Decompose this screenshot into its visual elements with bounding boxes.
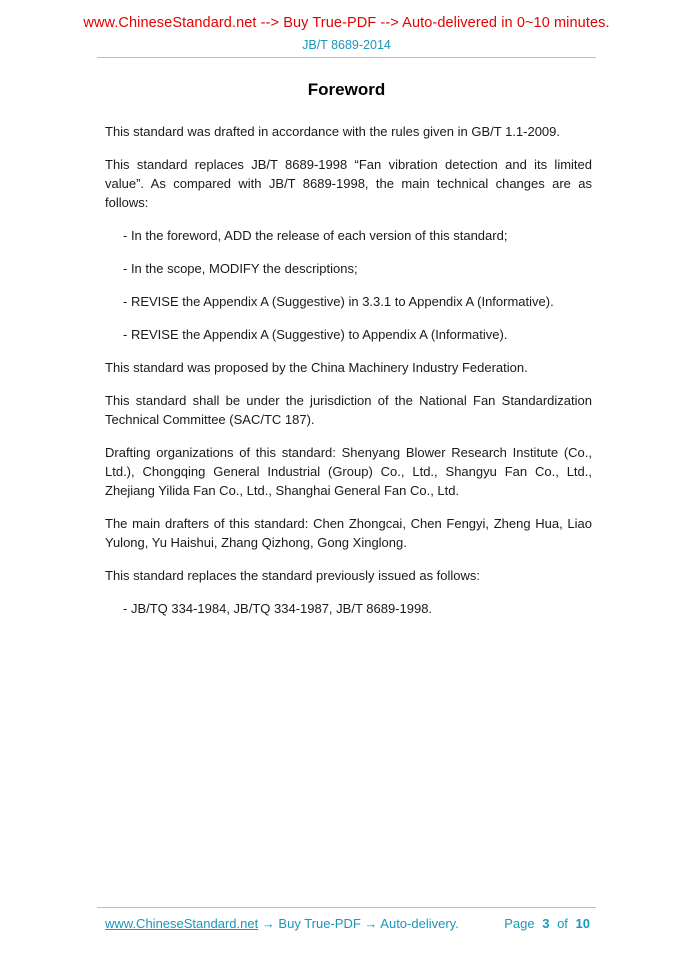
- footer-promo-text: → Buy True-PDF → Auto-delivery.: [258, 916, 459, 931]
- footer-promo: [105, 916, 459, 931]
- promo-banner: www.ChineseStandard.net --> Buy True-PDF --> Auto-delivered in 0~10 minutes.: [83, 15, 610, 31]
- change-list-item: - In the foreword, ADD the release of each version of this standard;: [123, 228, 508, 243]
- change-list-item: - In the scope, MODIFY the descriptions;: [123, 261, 358, 276]
- footer-divider: [97, 907, 596, 908]
- page-label: Page: [504, 916, 535, 931]
- footer-site-link[interactable]: www.ChineseStandard.net: [105, 916, 259, 931]
- page-title: Foreword: [307, 80, 386, 99]
- replaced-standards-item: - JB/TQ 334-1984, JB/TQ 334-1987, JB/T 8689-1998.: [123, 601, 433, 616]
- paragraph: This standard replaces the standard previously issued as follows:: [105, 568, 481, 583]
- change-list-item: - REVISE the Appendix A (Suggestive) in 3.3.1 to Appendix A (Informative).: [123, 294, 554, 309]
- page-indicator: [504, 916, 590, 931]
- page-total: 10: [575, 916, 590, 931]
- paragraph: This standard shall be under the jurisdiction of the National Fan Standardization Technical Committee (SAC/TC 187).: [105, 393, 592, 427]
- document-body: [105, 122, 592, 632]
- paragraph: This standard was drafted in accordance with the rules given in GB/T 1.1-2009.: [105, 124, 561, 139]
- page-current: 3: [542, 916, 550, 931]
- header-divider: [97, 57, 596, 58]
- change-list-item: - REVISE the Appendix A (Suggestive) to Appendix A (Informative).: [123, 327, 508, 342]
- paragraph: This standard replaces JB/T 8689-1998 “Fan vibration detection and its limited value”. As compared with JB/T 8689-1998, the main technical changes are as follows:: [105, 157, 592, 210]
- paragraph: Drafting organizations of this standard: Shenyang Blower Research Institute (Co., Ltd.), Chongqing General Industrial (Group) Co., Ltd., Shangyu Fan Co., Ltd., Zhejiang Yilida Fan Co., Ltd., Shanghai General Fan Co., Ltd.: [105, 445, 592, 498]
- paragraph: This standard was proposed by the China Machinery Industry Federation.: [105, 360, 528, 375]
- paragraph: The main drafters of this standard: Chen Zhongcai, Chen Fengyi, Zheng Hua, Liao Yulong, Yu Haishui, Zhang Qizhong, Gong Xinglong.: [105, 516, 592, 550]
- standard-number: JB/T 8689-2014: [302, 38, 391, 52]
- footer: [105, 916, 590, 931]
- of-label: of: [557, 916, 568, 931]
